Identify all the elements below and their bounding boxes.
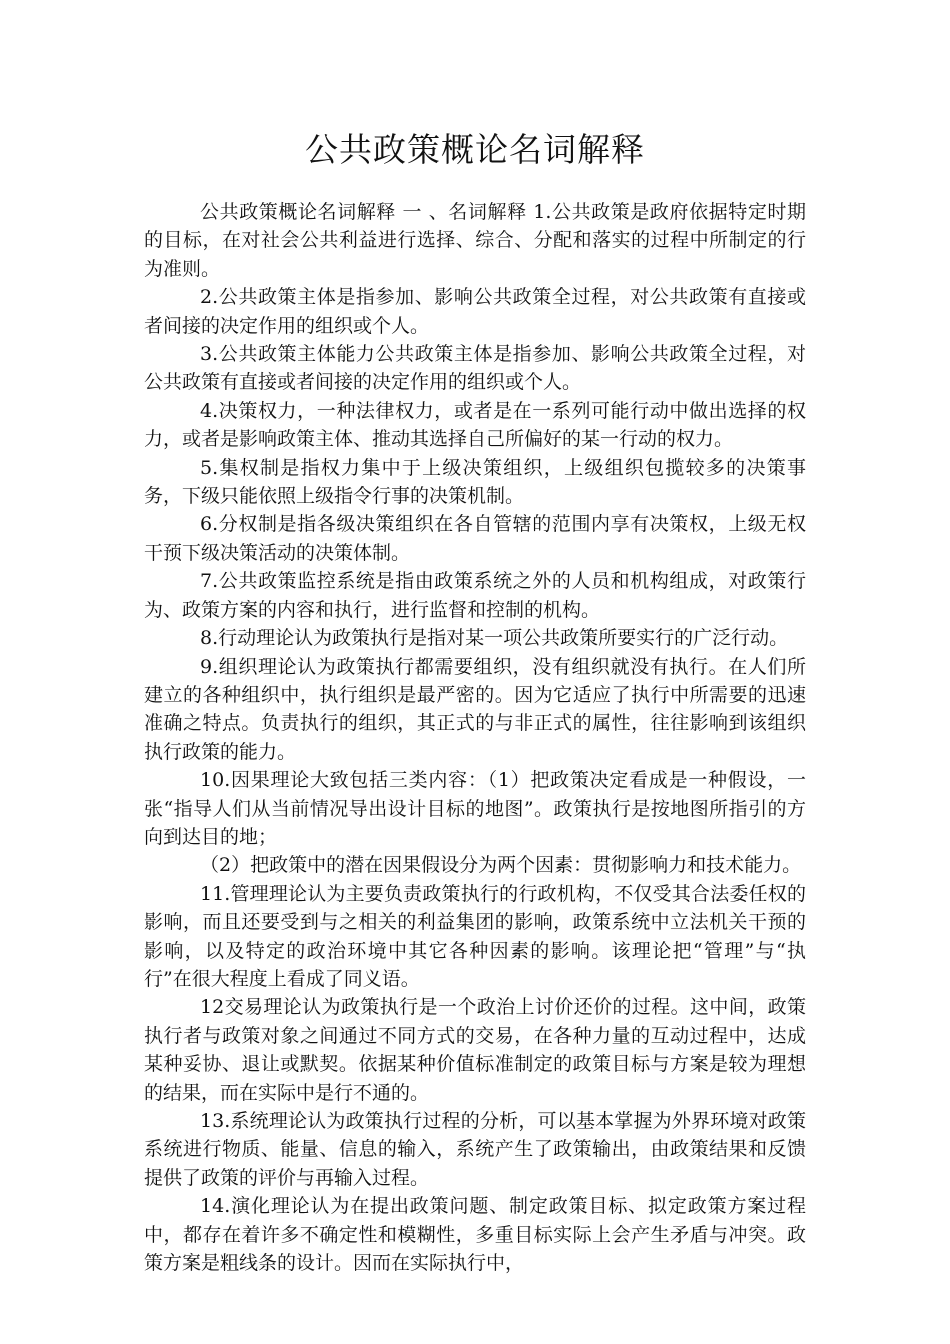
paragraph: 10.因果理论大致包括三类内容：（1）把政策决定看成是一种假设，一张“指导人们从当前情况导出设计目标的地图”。政策执行是按地图所指引的方向到达目的地； — [144, 769, 806, 848]
paragraph: 5.集权制是指权力集中于上级决策组织，上级组织包揽较多的决策事务，下级只能依照上级指令行事的决策机制。 — [144, 456, 806, 508]
paragraph: 7.公共政策监控系统是指由政策系统之外的人员和机构组成，对政策行为、政策方案的内容和执行，进行监督和控制的机构。 — [144, 570, 806, 621]
paragraph: 9.组织理论认为政策执行都需要组织，没有组织就没有执行。在人们所建立的各种组织中，执行组织是最严密的。因为它适应了执行中所需要的迅速准确之特点。负责执行的组织，其正式的与非正式的属性，往往影响到该组织执行政策的能力。 — [144, 655, 806, 763]
paragraph: 12交易理论认为政策执行是一个政治上讨价还价的过程。这中间，政策执行者与政策对象之间通过不同方式的交易，在各种力量的互动过程中，达成某种妥协、退让或默契。依据某种价值标准制定的政策目标与方案是较为理想的结果，而在实际中是行不通的。 — [144, 996, 806, 1104]
paragraph: 13.系统理论认为政策执行过程的分析，可以基本掌握为外界环境对政策系统进行物质、能量、信息的输入，系统产生了政策输出，由政策结果和反馈提供了政策的评价与再输入过程。 — [144, 1110, 806, 1189]
document-body — [144, 198, 806, 1277]
paragraph: （2）把政策中的潜在因果假设分为两个因素：贯彻影响力和技术能力。 — [200, 854, 802, 877]
paragraph: 公共政策概论名词解释 一 、名词解释 1.公共政策是政府依据特定时期的目标，在对社会公共利益进行选择、综合、分配和落实的过程中所制定的行为准则。 — [144, 201, 806, 280]
paragraph: 14.演化理论认为在提出政策问题、制定政策目标、拟定政策方案过程中，都存在着许多不确定性和模糊性，多重目标实际上会产生矛盾与冲突。政策方案是粗线条的设计。因而在实际执行中， — [144, 1195, 806, 1275]
document-title: 公共政策概论名词解释 — [305, 130, 645, 169]
paragraph: 6.分权制是指各级决策组织在各自管辖的范围内享有决策权，上级无权干预下级决策活动的决策体制。 — [144, 513, 806, 564]
paragraph: 8.行动理论认为政策执行是指对某一项公共政策所要实行的广泛行动。 — [200, 627, 789, 650]
paragraph: 4.决策权力，一种法律权力，或者是在一系列可能行动中做出选择的权力，或者是影响政策主体、推动其选择自己所偏好的某一行动的权力。 — [144, 399, 806, 451]
paragraph: 2.公共政策主体是指参加、影响公共政策全过程，对公共政策有直接或者间接的决定作用的组织或个人。 — [144, 286, 806, 337]
paragraph: 3.公共政策主体能力公共政策主体是指参加、影响公共政策全过程，对公共政策有直接或者间接的决定作用的组织或个人。 — [144, 343, 806, 394]
paragraph: 11.管理理论认为主要负责政策执行的行政机构，不仅受其合法委任权的影响，而且还要受到与之相关的利益集团的影响，政策系统中立法机关干预的影响，以及特定的政治环境中其它各种因素的影响。该理论把“管理”与“执行”在很大程度上看成了同义语。 — [144, 882, 806, 990]
